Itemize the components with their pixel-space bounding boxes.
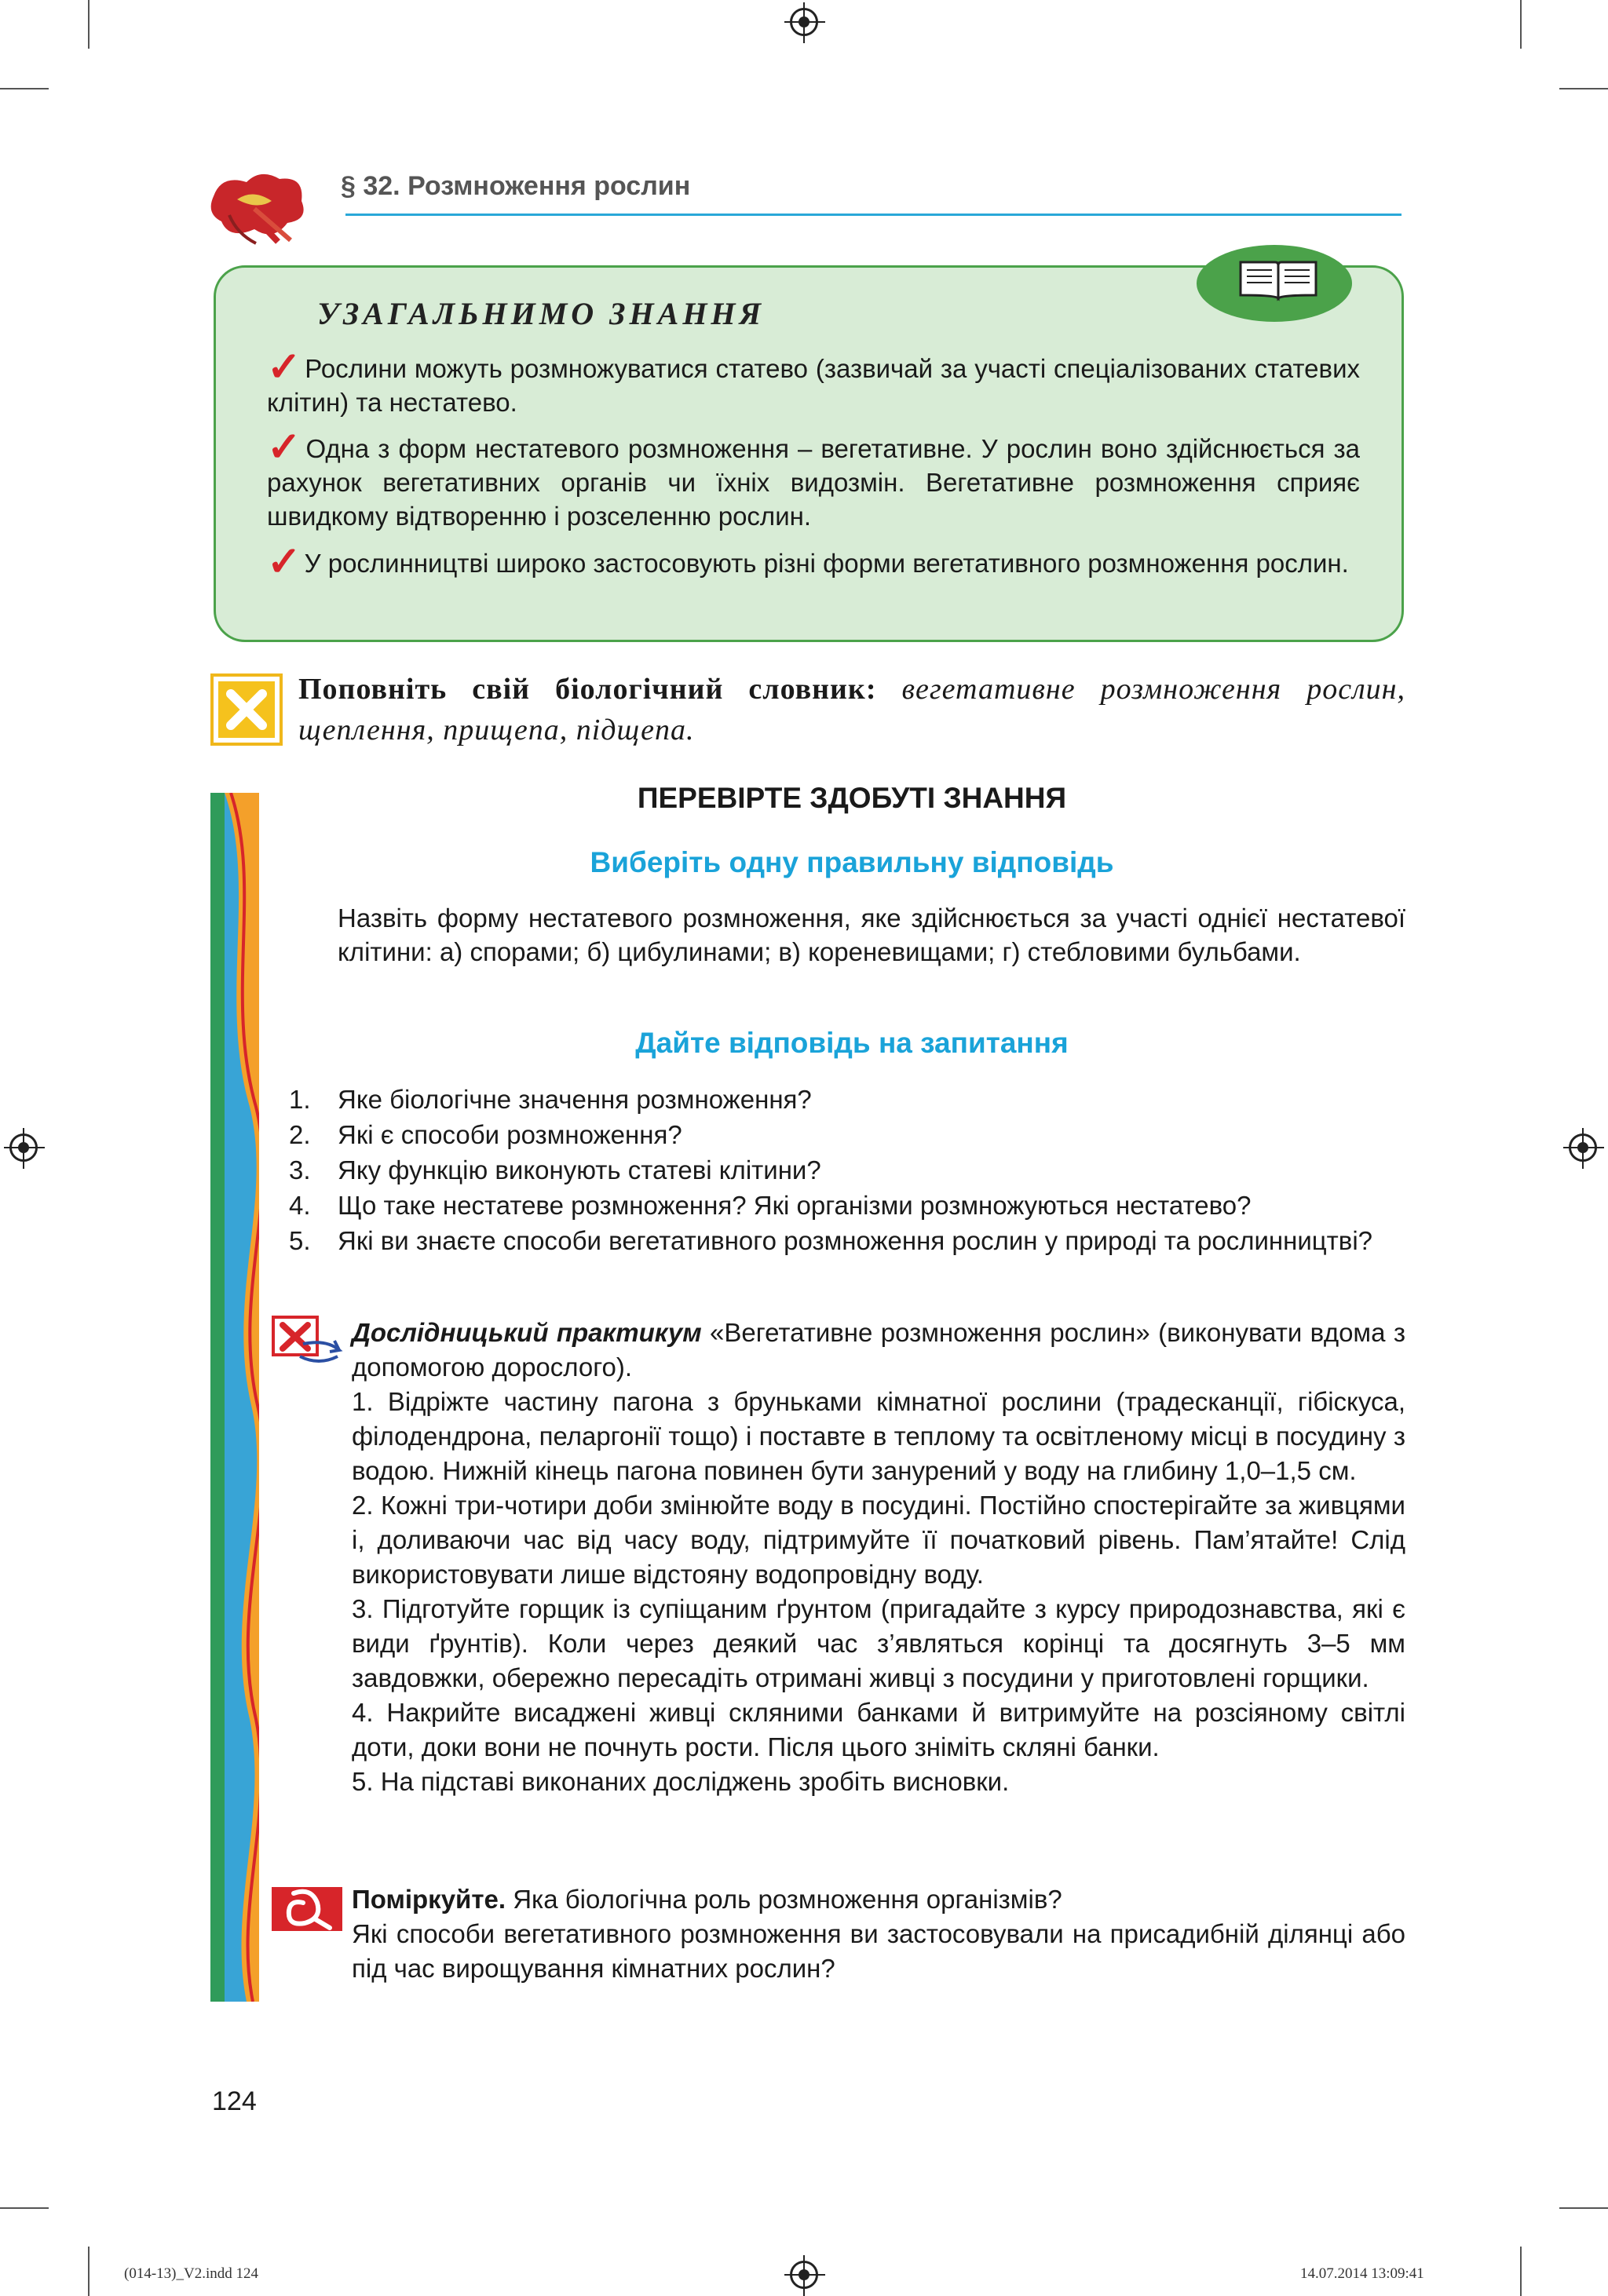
section-title: § 32. Розмноження рослин <box>341 171 691 201</box>
practicum-step: 5. На підставі виконаних досліджень зробіть висновки. <box>352 1767 1010 1796</box>
practicum-step: 2. Кожні три-чотири доби змінюйте воду в посудині. Постійно спостерігайте за живцями і, доливаючи час від часу воду, підтримуйте її початковий рівень. Пам’ятайте! Слід використовувати лише відстояну водопровідну воду. <box>352 1491 1405 1589</box>
registration-mark-icon <box>790 2261 818 2289</box>
think-line: Поміркуйте. Яка біологічна роль розмноження організмів? <box>352 1885 1062 1914</box>
answer-questions-title: Дайте відповідь на запитання <box>635 1027 1069 1059</box>
research-icon <box>272 1316 345 1367</box>
checkmark-icon: ✓ <box>267 425 303 470</box>
flower-icon <box>206 165 311 248</box>
practicum-label: Дослідницький практикум <box>352 1318 702 1347</box>
dictionary-terms: вегетативне розмноження рослин, щеплення, прищепа, підщепа. <box>298 673 1405 746</box>
crop-mark <box>88 2247 90 2296</box>
summary-point: ✓ Рослини можуть розмножуватися статево (зазвичай за участі спеціалізованих статевих клітин) та нестатево. <box>267 345 1360 417</box>
summary-point: ✓ Одна з форм нестатевого розмноження – вегетативне. У рослин воно здійснюється за рахунок вегетативних органів чи їхніх видозмін. Вегетативне розмноження сприяє швидкому відтворенню і розселенню рослин. <box>267 425 1360 531</box>
slug-file: (014-13)_V2.indd 124 <box>124 2265 258 2282</box>
crop-mark <box>88 0 90 49</box>
crop-mark <box>1559 88 1608 89</box>
book-icon <box>1237 257 1319 301</box>
think-block <box>352 1882 1405 1986</box>
think-icon <box>272 1887 342 1931</box>
crop-mark <box>0 2207 49 2209</box>
registration-mark-icon <box>790 8 818 36</box>
dictionary-icon <box>210 673 283 746</box>
summary-title: УЗАГАЛЬНИМО ЗНАННЯ <box>317 296 766 331</box>
dictionary-line <box>298 669 1405 750</box>
think-label: Поміркуйте. <box>352 1885 506 1914</box>
crop-mark <box>1520 0 1522 49</box>
crop-mark <box>1520 2247 1522 2296</box>
list-item: 1. Яке біологічне значення розмноження? <box>289 1085 812 1114</box>
choose-answer-title: Виберіть одну правильну відповідь <box>590 846 1114 878</box>
practicum-step: 3. Підготуйте горщик із супіщаним ґрунтом (пригадайте з курсу природознавства, які є види ґрунтів). Коли через деякий час з’являться корінці та досягнуть 3–5 мм завдовжки, обережно пересадіть отримані живці з посудини у приготовлені горщики. <box>352 1594 1405 1692</box>
header-divider <box>345 214 1402 216</box>
list-item: 4. Що таке нестатеве розмноження? Які організми розмножуються нестатево? <box>289 1191 1252 1220</box>
summary-point: ✓ У рослинництві широко застосовують різні форми вегетативного розмноження рослин. <box>267 539 1349 585</box>
question-list <box>289 1082 1405 1258</box>
checkmark-icon: ✓ <box>267 539 302 585</box>
checkmark-icon: ✓ <box>267 345 302 390</box>
decorative-stripe <box>210 793 259 2002</box>
think-line: Які способи вегетативного розмноження ви застосовували на присадибній ділянці або під час вирощування кімнатних рослин? <box>352 1919 1405 1983</box>
crop-mark <box>1559 2207 1608 2209</box>
registration-mark-icon <box>1569 1133 1597 1162</box>
list-item: 3. Яку функцію виконують статеві клітини? <box>289 1155 821 1185</box>
dictionary-lead: Поповніть свій біологічний словник: <box>298 673 877 706</box>
list-item: 5. Які ви знаєте способи вегетативного розмноження рослин у природі та рослинництві? <box>289 1226 1373 1255</box>
list-item: 2. Які є способи розмноження? <box>289 1120 682 1149</box>
practicum-step: 1. Відріжте частину пагона з бруньками кімнатної рослини (традесканції, гібіскуса, філодендрона, пеларгонії тощо) і поставте в теплому та освітленому місці в посудину з водою. Нижній кінець пагона повинен бути занурений у воду на глибину 1,0–1,5 см. <box>352 1387 1405 1485</box>
registration-mark-icon <box>9 1133 38 1162</box>
practicum-intro: Дослідницький практикум «Вегетативне розмноження рослин» (виконувати вдома з допомогою дорослого). <box>352 1318 1405 1382</box>
slug-datetime: 14.07.2014 13:09:41 <box>1300 2265 1424 2282</box>
check-knowledge-title: ПЕРЕВІРТЕ ЗДОБУТІ ЗНАННЯ <box>637 782 1067 814</box>
page-number: 124 <box>212 2086 257 2116</box>
practicum-block <box>352 1316 1405 1799</box>
choose-answer-text: Назвіть форму нестатевого розмноження, яке здійснюється за участі однієї нестатевої клітини: а) спорами; б) цибулинами; в) кореневищами; г) стебловими бульбами. <box>338 903 1405 966</box>
crop-mark <box>0 88 49 89</box>
practicum-step: 4. Накрийте висаджені живці скляними банками й витримуйте на розсіяному світлі доти, доки вони не почнуть рости. Після цього зніміть скляні банки. <box>352 1698 1405 1761</box>
